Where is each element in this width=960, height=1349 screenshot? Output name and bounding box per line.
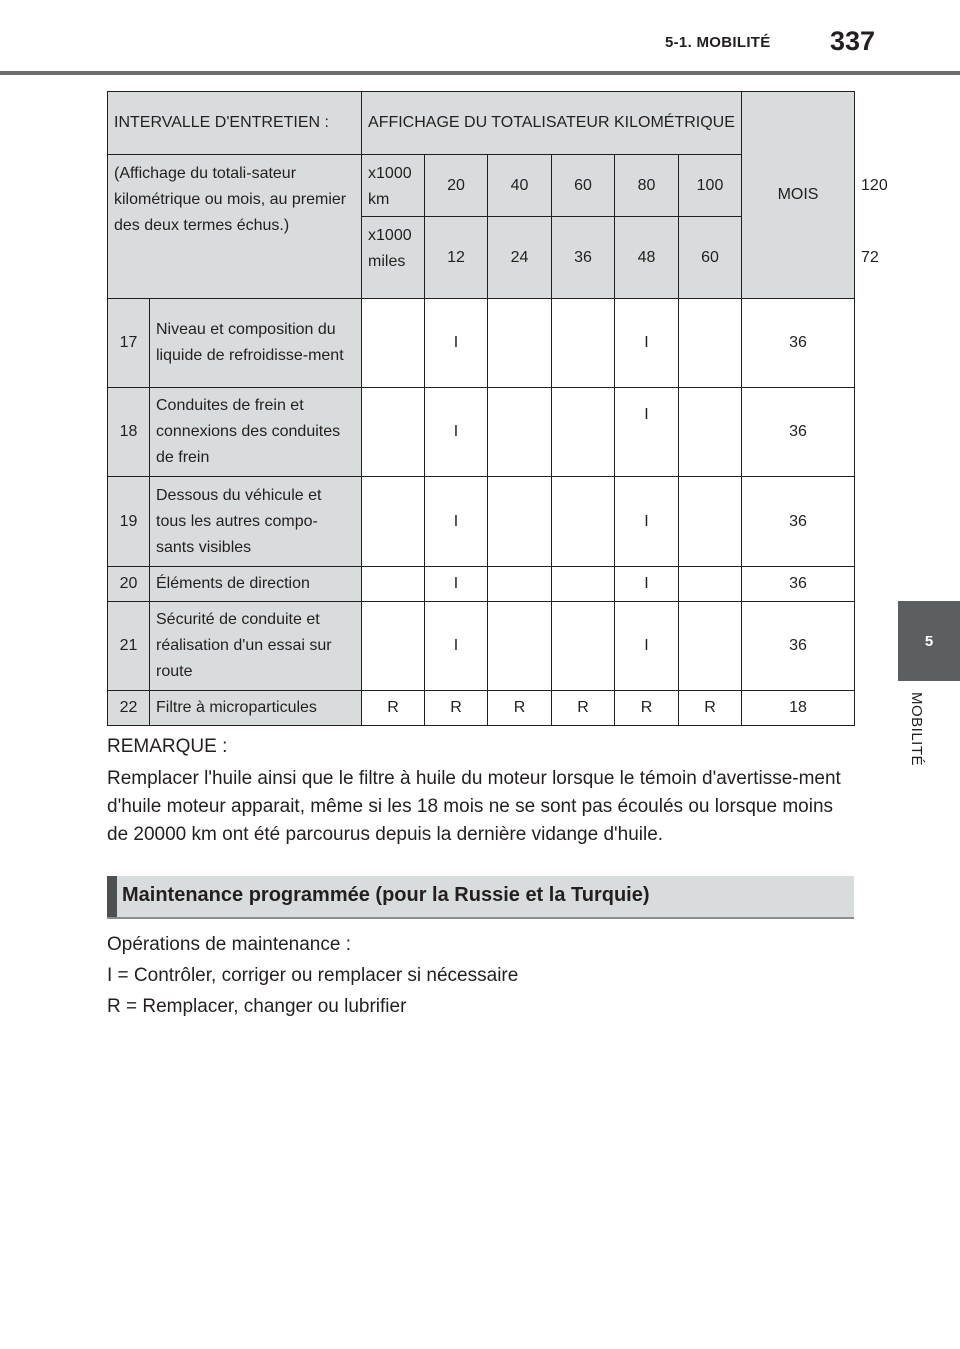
item-number: 17 [108, 299, 150, 388]
km-value: 80 [615, 155, 679, 217]
km-value: 40 [488, 155, 552, 217]
months-cell: 36 [742, 299, 855, 388]
header-interval: INTERVALLE D'ENTRETIEN : [108, 92, 362, 155]
interval-cell [488, 602, 552, 691]
miles-value: 36 [552, 217, 615, 299]
section-heading-bar [107, 876, 117, 917]
header-months: MOIS [742, 92, 855, 299]
legend-inspect: I = Contrôler, corriger ou remplacer si nécessaire [107, 965, 519, 986]
item-label: Niveau et composition du liquide de refroidisse-ment [150, 299, 362, 388]
miles-value: 12 [425, 217, 488, 299]
interval-cell [679, 299, 742, 388]
header-odometer: AFFICHAGE DU TOTALISATEUR KILOMÉTRIQUE [362, 92, 742, 155]
interval-cell: I [615, 388, 679, 477]
interval-cell: R [362, 691, 425, 726]
interval-cell [362, 602, 425, 691]
months-cell: 36 [742, 477, 855, 567]
interval-cell: I [615, 477, 679, 567]
table-row [108, 388, 855, 477]
item-number: 22 [108, 691, 150, 726]
months-cell: 18 [742, 691, 855, 726]
table-row [108, 477, 855, 567]
item-label: Sécurité de conduite et réalisation d'un essai sur route [150, 602, 362, 691]
interval-cell: I [615, 299, 679, 388]
interval-cell [679, 567, 742, 602]
miles-value: 24 [488, 217, 552, 299]
interval-cell [552, 567, 615, 602]
interval-cell [488, 299, 552, 388]
table-row [108, 602, 855, 691]
miles-unit: x1000 miles [362, 217, 425, 299]
interval-cell: I [615, 602, 679, 691]
interval-cell [362, 388, 425, 477]
interval-cell: R [488, 691, 552, 726]
miles-value: 60 [679, 217, 742, 299]
interval-cell [488, 567, 552, 602]
km-value: 100 [679, 155, 742, 217]
km-value: 60 [552, 155, 615, 217]
note-body: Remplacer l'huile ainsi que le filtre à huile du moteur lorsque le témoin d'avertisse-ment d'huile moteur apparait, même si les 18 mois ne se sont pas écoulés ou lorsque moins de 20000 km ont été parcourus depuis la dernière vidange d'huile. [107, 768, 841, 845]
header-note: (Affichage du totali-sateur kilométrique ou mois, au premier des deux termes échus.) [108, 155, 362, 299]
item-number: 18 [108, 388, 150, 477]
interval-cell [488, 388, 552, 477]
operations-legend [107, 929, 518, 1022]
maintenance-table: INTERVALLE D'ENTRETIEN : AFFICHAGE DU TOTALISATEUR KILOMÉTRIQUE MOIS (Affichage du totali-sateur kilométrique ou mois, au premier des deux termes échus.) x1000 km 20 40 60 80 100 120 x1000 miles 12 24 36 48 60 72 17 Niveau et composition du liquide de refroidisse-ment I I 36 18 Conduites de frein et connexions des conduites de frein I I 36 19 Dessous du véhicule et tous les autres compo-sants visibles I I 36 20 Éléments de direction I I 36 21 Sécurité de conduite et réalisation d'un essai sur route I I 36 22 Filtre à microparticules R R R R R R 18 [107, 91, 855, 726]
interval-cell [362, 477, 425, 567]
chapter-tab[interactable] [898, 601, 960, 681]
item-label: Conduites de frein et connexions des conduites de frein [150, 388, 362, 477]
interval-cell: I [425, 388, 488, 477]
interval-cell: I [425, 299, 488, 388]
interval-cell: R [679, 691, 742, 726]
item-label: Dessous du véhicule et tous les autres compo-sants visibles [150, 477, 362, 567]
interval-cell: R [615, 691, 679, 726]
miles-value: 48 [615, 217, 679, 299]
interval-cell: R [552, 691, 615, 726]
interval-cell [362, 567, 425, 602]
operations-intro: Opérations de maintenance : [107, 934, 351, 955]
legend-replace: R = Remplacer, changer ou lubrifier [107, 996, 407, 1017]
page-number: 337 [830, 26, 876, 56]
months-cell: 36 [742, 567, 855, 602]
chapter-side-label: MOBILITÉ [908, 692, 925, 767]
km-value: 20 [425, 155, 488, 217]
interval-cell [552, 388, 615, 477]
interval-cell [488, 477, 552, 567]
header-divider [0, 71, 960, 75]
interval-cell [362, 299, 425, 388]
table-row [108, 691, 855, 726]
months-cell: 36 [742, 388, 855, 477]
interval-cell [552, 477, 615, 567]
interval-cell [679, 477, 742, 567]
months-cell: 36 [742, 602, 855, 691]
interval-cell: I [425, 567, 488, 602]
section-heading: Maintenance programmée (pour la Russie et la Turquie) [122, 884, 650, 906]
interval-cell: R [425, 691, 488, 726]
interval-cell [679, 388, 742, 477]
note-title: REMARQUE : [107, 736, 228, 757]
item-number: 19 [108, 477, 150, 567]
interval-cell [552, 299, 615, 388]
item-number: 21 [108, 602, 150, 691]
interval-cell: I [425, 602, 488, 691]
table-row [108, 567, 855, 602]
interval-cell [679, 602, 742, 691]
interval-cell: I [615, 567, 679, 602]
item-number: 20 [108, 567, 150, 602]
interval-cell [552, 602, 615, 691]
table-row [108, 299, 855, 388]
header-section-title: 5-1. MOBILITÉ [665, 34, 771, 51]
interval-cell: I [425, 477, 488, 567]
section-heading-box [107, 876, 854, 919]
item-label: Filtre à microparticules [150, 691, 362, 726]
item-label: Éléments de direction [150, 567, 362, 602]
chapter-tab-number: 5 [924, 632, 934, 650]
km-unit: x1000 km [362, 155, 425, 217]
